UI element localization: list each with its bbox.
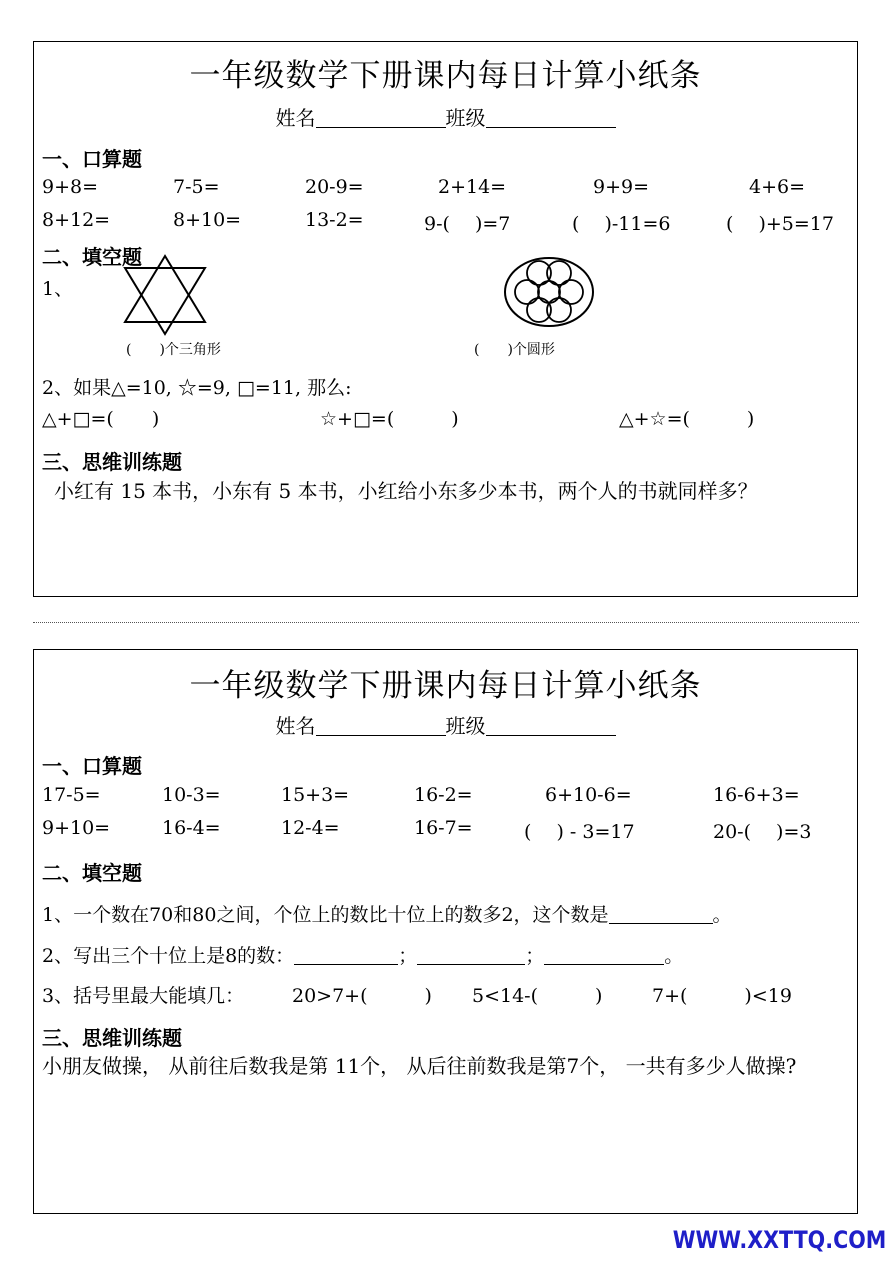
oral-problem: 9+10= — [42, 817, 111, 839]
oral-problem: 16-4= — [162, 817, 221, 839]
name-blank[interactable] — [316, 715, 446, 736]
cut-line-divider — [33, 622, 859, 623]
oral-problem: 17-5= — [42, 784, 101, 806]
oral-problem: ( )+5=17 — [726, 213, 834, 235]
max-fill-item: 20>7+( ) — [292, 985, 432, 1007]
triangle-count-caption: ( )个三角形 — [126, 342, 221, 358]
shape-sum-item: △+□=( ) — [42, 408, 160, 430]
thinking-problem: 小红有 15 本书，小东有 5 本书，小红给小东多少本书，两个人的书就同样多？ — [54, 479, 758, 503]
oral-problem: ( )-11=6 — [572, 213, 671, 235]
oral-problem: 8+10= — [173, 209, 242, 231]
class-blank[interactable] — [486, 107, 616, 128]
oral-row-2 — [42, 817, 851, 843]
answer-blank[interactable] — [609, 905, 713, 924]
name-class-line — [34, 102, 857, 131]
fill-question-1-text: 1、一个数在70和80之间，个位上的数比十位上的数多2，这个数是 — [42, 904, 609, 926]
oral-problem: 20-9= — [305, 176, 364, 198]
fill-question-3 — [42, 981, 851, 1007]
section-heading-oral: 一、口算题 — [42, 754, 142, 778]
worksheet-title: 一年级数学下册课内每日计算小纸条 — [189, 58, 702, 94]
name-blank[interactable] — [316, 107, 446, 128]
separator: ； — [398, 945, 418, 967]
worksheet-2 — [33, 649, 858, 1214]
name-label: 姓名 — [275, 714, 316, 738]
thinking-problem: 小朋友做操， 从前往后数我是第 11个， 从后往前数我是第7个， 一共有多少人做操? — [42, 1054, 797, 1078]
name-class-line — [34, 710, 857, 739]
fill-question-2-text: 2、写出三个十位上是8的数： — [42, 945, 295, 967]
oral-problem: 6+10-6= — [545, 784, 632, 806]
oral-problem: ( ) - 3=17 — [524, 821, 635, 843]
question-2-items — [42, 404, 851, 430]
circle-count-caption: ( )个圆形 — [474, 342, 555, 358]
max-fill-item: 5<14-( ) — [472, 985, 603, 1007]
oral-problem: 20-( )=3 — [713, 821, 812, 843]
fill-question-1 — [42, 900, 851, 927]
oral-problem: 4+6= — [749, 176, 806, 198]
oral-problem: 16-6+3= — [713, 784, 800, 806]
name-label: 姓名 — [275, 106, 316, 130]
oral-problem: 16-2= — [414, 784, 473, 806]
fill-question-3-label: 3、括号里最大能填几： — [42, 985, 245, 1007]
hexagram-figure — [122, 250, 212, 340]
oral-row-1 — [42, 176, 851, 202]
section-heading-thinking: 三、思维训练题 — [42, 1026, 182, 1050]
answer-blank[interactable] — [294, 946, 398, 965]
oral-problem: 7-5= — [173, 176, 220, 198]
oral-problem: 15+3= — [281, 784, 350, 806]
oral-problem: 8+12= — [42, 209, 111, 231]
oral-problem: 16-7= — [414, 817, 473, 839]
answer-blank[interactable] — [417, 946, 525, 965]
section-heading-fill: 二、填空题 — [42, 861, 142, 885]
oral-problem: 9+8= — [42, 176, 99, 198]
worksheet-title: 一年级数学下册课内每日计算小纸条 — [189, 668, 702, 704]
separator: ； — [525, 945, 545, 967]
class-label: 班级 — [445, 106, 486, 130]
fill-question-2 — [42, 941, 851, 968]
worksheet-1 — [33, 41, 858, 597]
circles-figure — [503, 256, 595, 328]
class-blank[interactable] — [486, 715, 616, 736]
period: 。 — [664, 945, 684, 967]
period: 。 — [712, 904, 732, 926]
oral-row-1 — [42, 784, 851, 810]
oral-problem: 12-4= — [281, 817, 340, 839]
class-label: 班级 — [445, 714, 486, 738]
section-heading-thinking: 三、思维训练题 — [42, 450, 182, 474]
answer-blank[interactable] — [544, 946, 664, 965]
question-2-text: 2、如果△=10, ☆=9, □=11, 那么: — [42, 377, 352, 399]
shape-sum-item: △+☆=( ) — [619, 408, 755, 430]
question-1-label: 1、 — [42, 278, 74, 300]
site-watermark: WWW.XXTTQ.COM — [672, 1226, 886, 1254]
oral-problem: 10-3= — [162, 784, 221, 806]
oral-problem: 9-( )=7 — [424, 213, 511, 235]
oral-problem: 2+14= — [438, 176, 507, 198]
shape-sum-item: ☆+□=( ) — [320, 408, 459, 430]
oral-row-2 — [42, 209, 851, 235]
section-heading-fill: 二、填空题 — [42, 245, 142, 269]
section-heading-oral: 一、口算题 — [42, 147, 142, 171]
oral-problem: 13-2= — [305, 209, 364, 231]
oral-problem: 9+9= — [593, 176, 650, 198]
max-fill-item: 7+( )<19 — [652, 985, 792, 1007]
